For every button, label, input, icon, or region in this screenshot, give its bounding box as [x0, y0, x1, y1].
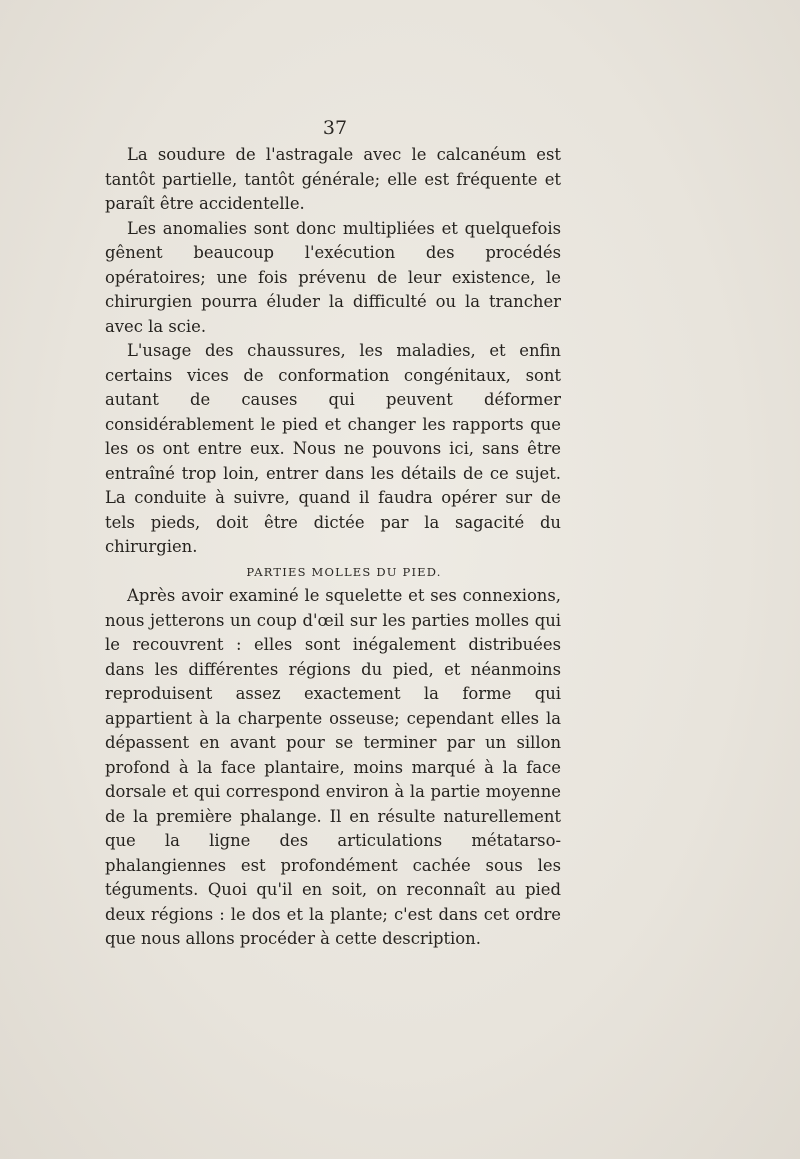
- page-number: 37: [322, 117, 348, 139]
- body-text: [105, 143, 561, 952]
- paragraph: Les anomalies sont donc multipliées et quelquefois gênent beaucoup l'exécution des procédés opératoires; une fois prévenu de leur existence, le chirurgien pourra éluder la difficulté ou la trancher avec la scie.: [105, 218, 561, 336]
- section-heading: PARTIES MOLLES DU PIED.: [246, 564, 442, 579]
- paragraph: L'usage des chaussures, les maladies, et enfin certains vices de conformation congénitaux, sont autant de causes qui peuvent déformer considérablement le pied et changer les rapports que les os ont entre eux. Nous ne pouvons ici, sans être entraîné trop loin, entrer dans les détails de ce sujet. La conduite à suivre, quand il faudra opérer sur de tels pieds, doit être dictée par la sagacité du chirurgien.: [105, 341, 561, 556]
- paragraph: La soudure de l'astragale avec le calcanéum est tantôt partielle, tantôt générale; elle est fréquente et paraît être accidentelle.: [105, 145, 561, 213]
- paragraph: Après avoir examiné le squelette et ses connexions, nous jetterons un coup d'œil sur les parties molles qui le recouvrent : elles sont inégalement distribuées dans les différentes régions du pied, et néanmoins reproduisent assez exactement la forme qui appartient à la charpente osseuse; cependant elles la dépassent en avant pour se terminer par un sillon profond à la face plantaire, moins marqué à la face dorsale et qui correspond environ à la partie moyenne de la première phalange. Il en résulte naturellement que la ligne des articulations métatarso-phalangiennes est profondément cachée sous les téguments. Quoi qu'il en soit, on reconnaît au pied deux régions : le dos et la plante; c'est dans cet ordre que nous allons procéder à cette description.: [105, 586, 561, 948]
